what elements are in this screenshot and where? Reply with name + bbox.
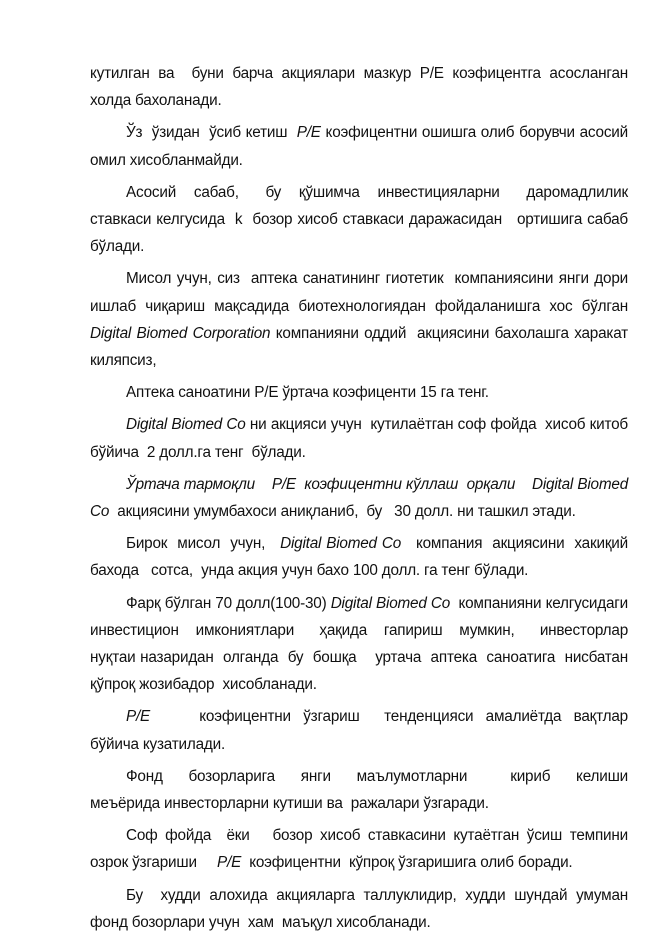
text-run: Бу худди алохида акцияларга таллуклидир, худди шундай умуман фонд бозорлари учун хам маъқул хисобланади. bbox=[90, 886, 633, 931]
paragraph bbox=[90, 265, 633, 374]
text-run: Мисол учун, сиз аптека санатининг гиотетик компаниясини янги дори ишлаб чиқариш мақсадида биотехнологиядан фойдаланишга хос бўлган bbox=[90, 270, 633, 315]
text-run: Фонд бозорларига янги маълумотларни кириб келиши меъёрида инвесторларни кутиши ва ражалари ўзгаради. bbox=[90, 767, 641, 813]
paragraph bbox=[90, 590, 645, 699]
text-run: коэфицентни ўзгариш тенденцияси амалиётда вақтлар бўйича кузатилади. bbox=[90, 708, 637, 753]
italic-text-run: P/E bbox=[126, 708, 151, 726]
text-run: Ўз ўзидан ўсиб кетиш bbox=[126, 124, 297, 142]
paragraph bbox=[90, 411, 633, 465]
text-run: коэфицентни ошишга олиб борувчи асосий омил хисобланмайди. bbox=[90, 124, 633, 169]
paragraph bbox=[90, 822, 633, 876]
text-run: ни акцияси учун кутилаётган соф фойда хисоб китоб бўйича 2 долл.га тенг бўлади. bbox=[90, 416, 633, 461]
paragraph bbox=[90, 60, 633, 114]
paragraph bbox=[90, 471, 633, 525]
paragraph bbox=[90, 882, 633, 936]
text-run: Соф фойда ёки бозор хисоб ставкасини кутаётган ўсиш темпини озрок ўзгариши bbox=[90, 827, 633, 872]
text-run: компанияни келгусидаги инвестицион имкониятлари ҳақида гапириш мумкин, инвесторлар нуқтаи назаридан олганда бу бошқа уртача аптека саноатига нисбатан қўпроқ жозибадор хисобланади. bbox=[90, 594, 645, 694]
text-run: компания акциясини хакиқий бахода сотса, унда акция учун бахо 100 долл. га тенг бўлади. bbox=[90, 535, 633, 580]
italic-text-run: Ўртача тармоқли P/E коэфицентни кўллаш орқали Digital Biomed Co bbox=[90, 475, 633, 521]
text-run: Асосий сабаб, бу қўшимча инвестицияларни даромадлилик ставкаси келгусида k бозор хисоб ставкаси даражасидан ортишига сабаб бўлади. bbox=[90, 183, 637, 256]
text-run: Аптека саноатини P/E ўртача коэфиценти 15 га тенг. bbox=[126, 384, 489, 402]
paragraph bbox=[90, 530, 633, 584]
text-run: акциясини умумбахоси аниқланиб, бу 30 долл. ни ташкил этади. bbox=[109, 503, 576, 521]
paragraph bbox=[90, 179, 637, 261]
paragraph bbox=[90, 763, 641, 817]
text-run: Фарқ бўлган 70 долл(100-30) bbox=[126, 594, 331, 612]
italic-text-run: Digital Biomed Co bbox=[126, 416, 246, 434]
italic-text-run: Digital Biomed Corporation bbox=[90, 324, 271, 342]
paragraph bbox=[90, 119, 633, 173]
paragraph bbox=[90, 703, 637, 757]
text-run: Бирок мисол учун, bbox=[126, 535, 281, 553]
paragraph bbox=[90, 379, 628, 406]
text-run: компанияни оддий акциясини бахолашга харакат киляпсиз, bbox=[90, 324, 633, 370]
italic-text-run: Digital Biomed Co bbox=[280, 535, 401, 553]
text-run: коэфицентни кўпроқ ўзгаришига олиб боради. bbox=[241, 854, 573, 872]
italic-text-run: P/E bbox=[296, 124, 321, 142]
italic-text-run: P/E bbox=[217, 854, 242, 872]
text-run: кутилган ва буни барча акциялари мазкур P/E коэфицентга асосланган холда бахоланади. bbox=[90, 65, 633, 110]
document-page bbox=[90, 60, 645, 941]
italic-text-run: Digital Biomed Co bbox=[330, 594, 451, 612]
